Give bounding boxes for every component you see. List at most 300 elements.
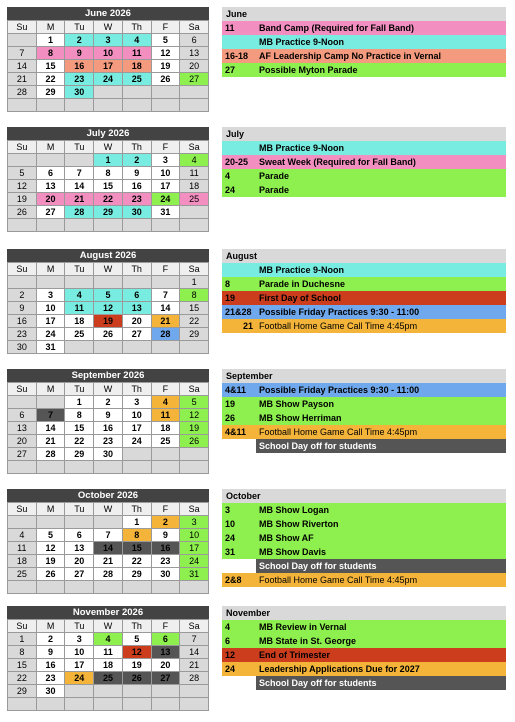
day-cell: 5 bbox=[8, 167, 37, 180]
event-text: Parade bbox=[259, 185, 290, 195]
event-text: MB Show AF bbox=[259, 533, 314, 543]
day-header: Su bbox=[8, 620, 37, 633]
day-cell bbox=[65, 341, 94, 354]
day-cell: 25 bbox=[65, 328, 94, 341]
day-cell: 16 bbox=[65, 60, 94, 73]
month-title: October 2026 bbox=[7, 489, 209, 502]
day-cell: 9 bbox=[65, 47, 94, 60]
day-cell bbox=[180, 206, 209, 219]
day-cell: 8 bbox=[94, 167, 123, 180]
event-date: 3 bbox=[225, 505, 231, 515]
day-cell: 8 bbox=[37, 47, 66, 60]
day-cell: 23 bbox=[8, 328, 37, 341]
day-cell: 31 bbox=[152, 206, 181, 219]
day-cell: 18 bbox=[152, 422, 181, 435]
day-cell: 29 bbox=[180, 328, 209, 341]
day-cell: 23 bbox=[94, 435, 123, 448]
day-header: F bbox=[152, 383, 181, 396]
event-text: MB Practice 9-Noon bbox=[259, 37, 345, 47]
day-cell: 1 bbox=[8, 633, 37, 646]
day-cell: 10 bbox=[65, 646, 94, 659]
day-cell: 20 bbox=[65, 555, 94, 568]
day-cell: 15 bbox=[94, 180, 123, 193]
day-cell: 28 bbox=[180, 672, 209, 685]
day-cell: 19 bbox=[123, 659, 152, 672]
day-cell: 13 bbox=[37, 180, 66, 193]
day-cell bbox=[123, 448, 152, 461]
day-cell: 4 bbox=[65, 289, 94, 302]
day-header: Sa bbox=[180, 383, 209, 396]
day-cell: 20 bbox=[123, 315, 152, 328]
event-date: 4&11 bbox=[225, 385, 247, 395]
day-cell: 6 bbox=[123, 289, 152, 302]
day-header: F bbox=[152, 620, 181, 633]
event-text: School Day off for students bbox=[256, 676, 506, 690]
day-cell: 5 bbox=[123, 633, 152, 646]
day-cell: 11 bbox=[152, 409, 181, 422]
day-cell: 23 bbox=[65, 73, 94, 86]
day-cell: 1 bbox=[65, 396, 94, 409]
event-row bbox=[222, 291, 506, 305]
day-header: W bbox=[94, 503, 123, 516]
day-cell bbox=[152, 461, 181, 474]
day-header: F bbox=[152, 21, 181, 34]
event-text: MB Review in Vernal bbox=[259, 622, 347, 632]
day-cell: 3 bbox=[65, 633, 94, 646]
event-date bbox=[222, 141, 256, 155]
day-cell bbox=[152, 581, 181, 594]
day-cell: 19 bbox=[37, 555, 66, 568]
event-date: 8 bbox=[225, 279, 231, 289]
day-cell: 10 bbox=[152, 167, 181, 180]
month-title: July 2026 bbox=[7, 127, 209, 140]
event-row bbox=[222, 49, 506, 63]
day-cell bbox=[65, 698, 94, 711]
day-cell: 5 bbox=[37, 529, 66, 542]
event-date bbox=[222, 263, 256, 277]
event-row bbox=[222, 411, 506, 425]
day-cell bbox=[94, 698, 123, 711]
day-cell: 26 bbox=[152, 73, 181, 86]
day-cell: 13 bbox=[65, 542, 94, 555]
day-cell bbox=[65, 581, 94, 594]
day-cell: 12 bbox=[37, 542, 66, 555]
day-cell: 26 bbox=[8, 206, 37, 219]
day-header: F bbox=[152, 141, 181, 154]
event-date: 26 bbox=[225, 413, 236, 423]
day-header: Sa bbox=[180, 141, 209, 154]
day-header: Tu bbox=[65, 620, 94, 633]
event-date: 6 bbox=[225, 636, 231, 646]
day-cell: 13 bbox=[180, 47, 209, 60]
day-header: M bbox=[37, 141, 66, 154]
event-row bbox=[222, 183, 506, 197]
day-cell: 27 bbox=[152, 672, 181, 685]
day-cell: 13 bbox=[152, 646, 181, 659]
day-cell: 21 bbox=[94, 555, 123, 568]
day-cell: 9 bbox=[8, 302, 37, 315]
event-row bbox=[222, 620, 506, 634]
event-list-header: June bbox=[222, 7, 506, 21]
day-cell: 22 bbox=[37, 73, 66, 86]
day-cell: 2 bbox=[37, 633, 66, 646]
day-cell: 3 bbox=[94, 34, 123, 47]
event-row bbox=[222, 573, 506, 587]
day-cell: 10 bbox=[94, 47, 123, 60]
day-cell: 24 bbox=[123, 435, 152, 448]
day-cell bbox=[8, 154, 37, 167]
day-cell bbox=[94, 581, 123, 594]
calendar-grid bbox=[7, 140, 209, 232]
day-cell: 11 bbox=[65, 302, 94, 315]
calendar-grid bbox=[7, 262, 209, 354]
day-cell bbox=[180, 461, 209, 474]
day-cell bbox=[8, 99, 37, 112]
day-cell: 4 bbox=[152, 396, 181, 409]
event-list-header: November bbox=[222, 606, 506, 620]
day-cell: 9 bbox=[37, 646, 66, 659]
day-header: M bbox=[37, 383, 66, 396]
day-cell bbox=[8, 516, 37, 529]
day-cell: 21 bbox=[37, 435, 66, 448]
event-date: 4 bbox=[225, 171, 231, 181]
day-header: M bbox=[37, 263, 66, 276]
day-cell bbox=[94, 685, 123, 698]
event-date: 12 bbox=[225, 650, 236, 660]
day-cell: 11 bbox=[180, 167, 209, 180]
event-text: Possible Myton Parade bbox=[259, 65, 358, 75]
day-cell: 16 bbox=[94, 422, 123, 435]
day-header: M bbox=[37, 620, 66, 633]
day-cell: 21 bbox=[65, 193, 94, 206]
day-cell: 29 bbox=[65, 448, 94, 461]
day-cell: 24 bbox=[180, 555, 209, 568]
event-list bbox=[222, 489, 506, 587]
day-cell: 26 bbox=[94, 328, 123, 341]
day-cell: 20 bbox=[8, 435, 37, 448]
day-cell: 12 bbox=[94, 302, 123, 315]
calendar-grid bbox=[7, 382, 209, 474]
day-cell: 6 bbox=[37, 167, 66, 180]
day-cell bbox=[123, 685, 152, 698]
day-header: Th bbox=[123, 21, 152, 34]
day-cell bbox=[94, 461, 123, 474]
day-cell: 18 bbox=[94, 659, 123, 672]
day-cell bbox=[152, 219, 181, 232]
day-cell bbox=[123, 99, 152, 112]
event-row bbox=[222, 63, 506, 77]
month-calendar bbox=[7, 249, 209, 354]
event-text: MB Practice 9-Noon bbox=[259, 265, 345, 275]
event-list-header: July bbox=[222, 127, 506, 141]
event-row bbox=[222, 155, 506, 169]
event-date bbox=[222, 35, 256, 49]
day-header: Th bbox=[123, 383, 152, 396]
day-cell bbox=[65, 99, 94, 112]
event-date: 21&28 bbox=[225, 307, 252, 317]
day-cell: 13 bbox=[123, 302, 152, 315]
day-cell: 2 bbox=[152, 516, 181, 529]
event-row bbox=[222, 503, 506, 517]
day-header: Su bbox=[8, 21, 37, 34]
day-cell: 28 bbox=[152, 328, 181, 341]
event-date: 20-25 bbox=[225, 157, 249, 167]
day-header: M bbox=[37, 21, 66, 34]
day-cell: 25 bbox=[123, 73, 152, 86]
day-cell bbox=[37, 219, 66, 232]
event-date: 2&8 bbox=[225, 575, 242, 585]
event-list-header: September bbox=[222, 369, 506, 383]
day-header: Tu bbox=[65, 383, 94, 396]
event-text: MB Practice 9-Noon bbox=[259, 143, 345, 153]
day-cell: 30 bbox=[37, 685, 66, 698]
day-cell: 30 bbox=[8, 341, 37, 354]
day-cell: 12 bbox=[152, 47, 181, 60]
day-cell: 15 bbox=[123, 542, 152, 555]
month-title: June 2026 bbox=[7, 7, 209, 20]
event-row bbox=[222, 277, 506, 291]
day-cell: 1 bbox=[123, 516, 152, 529]
day-cell bbox=[152, 276, 181, 289]
day-cell: 16 bbox=[8, 315, 37, 328]
event-text: First Day of School bbox=[259, 293, 342, 303]
day-cell: 16 bbox=[123, 180, 152, 193]
event-list bbox=[222, 7, 506, 77]
day-cell bbox=[37, 461, 66, 474]
day-header: F bbox=[152, 263, 181, 276]
day-cell: 8 bbox=[65, 409, 94, 422]
day-header: Sa bbox=[180, 620, 209, 633]
day-cell bbox=[8, 461, 37, 474]
day-cell bbox=[94, 86, 123, 99]
day-header: W bbox=[94, 141, 123, 154]
day-cell: 9 bbox=[123, 167, 152, 180]
day-cell: 14 bbox=[180, 646, 209, 659]
event-date: 24 bbox=[225, 664, 236, 674]
day-cell bbox=[8, 698, 37, 711]
day-cell: 28 bbox=[65, 206, 94, 219]
event-text: MB Show Logan bbox=[259, 505, 329, 515]
day-cell: 27 bbox=[180, 73, 209, 86]
day-cell bbox=[180, 685, 209, 698]
day-header: Su bbox=[8, 503, 37, 516]
day-header: F bbox=[152, 503, 181, 516]
event-date: 21 bbox=[242, 321, 253, 331]
day-cell: 10 bbox=[37, 302, 66, 315]
day-cell: 15 bbox=[180, 302, 209, 315]
event-row bbox=[222, 531, 506, 545]
day-header: Tu bbox=[65, 503, 94, 516]
month-calendar bbox=[7, 127, 209, 232]
day-cell: 11 bbox=[94, 646, 123, 659]
event-text: School Day off for students bbox=[256, 439, 506, 453]
day-cell: 3 bbox=[37, 289, 66, 302]
event-row bbox=[222, 383, 506, 397]
day-cell: 3 bbox=[180, 516, 209, 529]
day-cell bbox=[152, 698, 181, 711]
day-cell: 15 bbox=[37, 60, 66, 73]
day-cell: 7 bbox=[65, 167, 94, 180]
month-title: November 2026 bbox=[7, 606, 209, 619]
day-header: Tu bbox=[65, 21, 94, 34]
day-cell: 2 bbox=[94, 396, 123, 409]
day-cell: 24 bbox=[152, 193, 181, 206]
event-row bbox=[222, 21, 506, 35]
event-row bbox=[222, 676, 506, 690]
event-date: 19 bbox=[225, 293, 236, 303]
day-cell: 12 bbox=[123, 646, 152, 659]
day-cell: 23 bbox=[152, 555, 181, 568]
event-text: Parade bbox=[259, 171, 290, 181]
day-cell: 23 bbox=[123, 193, 152, 206]
day-cell bbox=[152, 685, 181, 698]
day-cell: 28 bbox=[37, 448, 66, 461]
day-header: Sa bbox=[180, 21, 209, 34]
day-cell: 7 bbox=[8, 47, 37, 60]
day-cell bbox=[65, 276, 94, 289]
day-cell: 24 bbox=[65, 672, 94, 685]
event-date: 4 bbox=[225, 622, 231, 632]
event-date: 31 bbox=[225, 547, 236, 557]
day-header: Th bbox=[123, 620, 152, 633]
day-cell: 17 bbox=[65, 659, 94, 672]
day-cell: 7 bbox=[94, 529, 123, 542]
day-cell bbox=[37, 396, 66, 409]
day-header: Th bbox=[123, 503, 152, 516]
day-cell bbox=[180, 581, 209, 594]
day-cell: 28 bbox=[8, 86, 37, 99]
day-cell bbox=[65, 685, 94, 698]
month-calendar bbox=[7, 369, 209, 474]
day-cell bbox=[152, 448, 181, 461]
day-cell bbox=[37, 99, 66, 112]
day-cell bbox=[37, 276, 66, 289]
day-cell: 10 bbox=[123, 409, 152, 422]
event-row bbox=[222, 169, 506, 183]
event-row bbox=[222, 545, 506, 559]
event-row bbox=[222, 397, 506, 411]
day-cell: 2 bbox=[123, 154, 152, 167]
day-cell bbox=[123, 461, 152, 474]
day-cell: 16 bbox=[152, 542, 181, 555]
day-header: Th bbox=[123, 263, 152, 276]
day-cell: 30 bbox=[123, 206, 152, 219]
day-cell: 27 bbox=[37, 206, 66, 219]
day-cell bbox=[180, 448, 209, 461]
day-cell: 29 bbox=[8, 685, 37, 698]
event-row bbox=[222, 439, 506, 453]
day-cell: 23 bbox=[37, 672, 66, 685]
event-date bbox=[222, 676, 256, 690]
event-list bbox=[222, 606, 506, 690]
day-cell: 5 bbox=[152, 34, 181, 47]
event-date: 11 bbox=[225, 23, 235, 33]
day-cell: 22 bbox=[94, 193, 123, 206]
day-cell: 21 bbox=[180, 659, 209, 672]
event-row bbox=[222, 35, 506, 49]
day-cell: 27 bbox=[65, 568, 94, 581]
day-cell: 20 bbox=[37, 193, 66, 206]
event-date bbox=[222, 439, 256, 453]
day-header: M bbox=[37, 503, 66, 516]
day-cell bbox=[123, 86, 152, 99]
event-row bbox=[222, 559, 506, 573]
day-header: W bbox=[94, 263, 123, 276]
day-cell bbox=[123, 581, 152, 594]
event-row bbox=[222, 425, 506, 439]
event-row bbox=[222, 305, 506, 319]
day-cell bbox=[8, 396, 37, 409]
event-date: 10 bbox=[225, 519, 236, 529]
day-cell: 2 bbox=[65, 34, 94, 47]
day-cell: 7 bbox=[180, 633, 209, 646]
day-cell: 11 bbox=[123, 47, 152, 60]
day-cell: 27 bbox=[8, 448, 37, 461]
calendar-grid bbox=[7, 20, 209, 112]
day-cell: 19 bbox=[94, 315, 123, 328]
event-text: MB Show Riverton bbox=[259, 519, 339, 529]
day-cell bbox=[37, 581, 66, 594]
event-date bbox=[222, 559, 256, 573]
day-cell bbox=[123, 341, 152, 354]
day-cell: 30 bbox=[94, 448, 123, 461]
event-text: AF Leadership Camp No Practice in Vernal bbox=[259, 51, 442, 61]
day-cell bbox=[123, 219, 152, 232]
day-cell bbox=[123, 698, 152, 711]
event-text: School Day off for students bbox=[256, 559, 506, 573]
day-cell: 21 bbox=[8, 73, 37, 86]
event-text: End of Trimester bbox=[259, 650, 331, 660]
day-cell: 3 bbox=[152, 154, 181, 167]
day-cell bbox=[94, 219, 123, 232]
event-row bbox=[222, 662, 506, 676]
event-date: 4&11 bbox=[225, 427, 247, 437]
event-text: Leadership Applications Due for 2027 bbox=[259, 664, 420, 674]
event-text: MB Show Davis bbox=[259, 547, 327, 557]
day-cell: 29 bbox=[37, 86, 66, 99]
day-cell bbox=[180, 86, 209, 99]
day-cell bbox=[180, 341, 209, 354]
month-calendar bbox=[7, 489, 209, 594]
day-cell: 12 bbox=[180, 409, 209, 422]
day-cell bbox=[37, 516, 66, 529]
event-date: 19 bbox=[225, 399, 236, 409]
day-cell: 18 bbox=[65, 315, 94, 328]
day-cell bbox=[8, 276, 37, 289]
day-cell: 1 bbox=[37, 34, 66, 47]
day-cell: 14 bbox=[37, 422, 66, 435]
event-date: 24 bbox=[225, 533, 236, 543]
calendar-grid bbox=[7, 619, 209, 711]
event-list bbox=[222, 369, 506, 453]
event-text: Football Home Game Call Time 4:45pm bbox=[259, 321, 418, 331]
day-cell bbox=[65, 461, 94, 474]
month-title: September 2026 bbox=[7, 369, 209, 382]
day-cell: 15 bbox=[8, 659, 37, 672]
event-text: Band Camp (Required for Fall Band) bbox=[259, 23, 415, 33]
day-cell: 25 bbox=[180, 193, 209, 206]
day-cell: 12 bbox=[8, 180, 37, 193]
day-cell: 14 bbox=[8, 60, 37, 73]
day-cell: 19 bbox=[152, 60, 181, 73]
day-cell: 3 bbox=[123, 396, 152, 409]
event-text: Parade in Duchesne bbox=[259, 279, 346, 289]
day-cell: 9 bbox=[94, 409, 123, 422]
day-cell: 22 bbox=[123, 555, 152, 568]
day-cell: 10 bbox=[180, 529, 209, 542]
event-list bbox=[222, 249, 506, 333]
event-text: Possible Friday Practices 9:30 - 11:00 bbox=[259, 385, 420, 395]
